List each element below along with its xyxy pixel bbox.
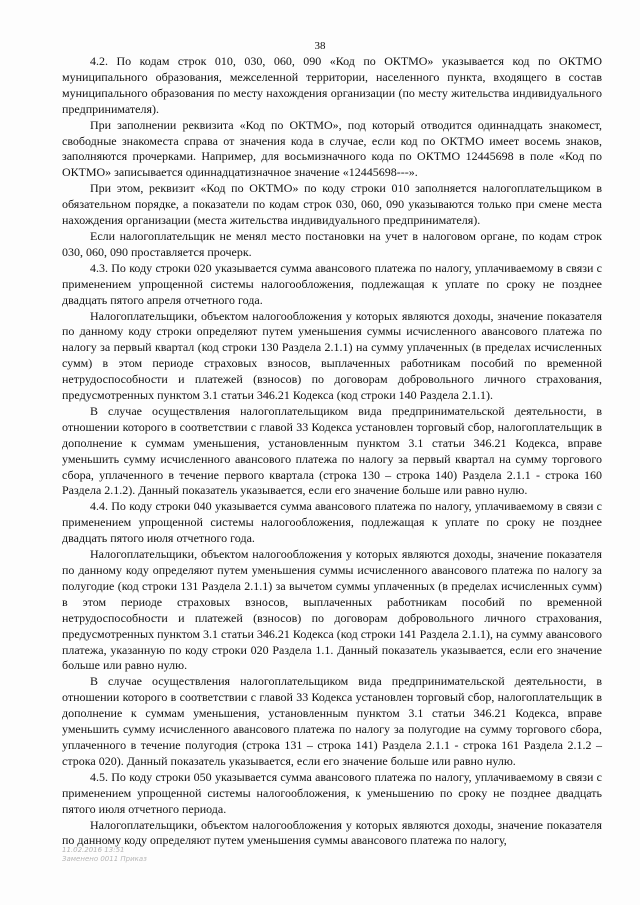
paragraph-4-3: 4.3. По коду строки 020 указывается сумма авансового платежа по налогу, уплачиваемому в связи с применением упрощенной системы налогообложения, подлежащая к уплате по сроку не позднее двадцать пятого апреля отчетного года. (62, 260, 602, 307)
paragraph-4-4: 4.4. По коду строки 040 указывается сумма авансового платежа по налогу, уплачиваемому в связи с применением упрощенной системы налогообложения, подлежащая к уплате по сроку не позднее двадцать пятого июля отчетного года. (62, 499, 602, 546)
paragraph-020-trade-fee: В случае осуществления налогоплательщиком вида предпринимательской деятельности, в отношении которого в соответствии с главой 33 Кодекса установлен торговый сбор, налогоплательщик в дополнение к суммам уменьшения, установленным пунктом 3.1 статьи 346.21 Кодекса, вправе уменьшить сумму исчисленного авансового платежа по налогу за первый квартал на сумму торгового сбора, уплаченного в течение первого квартала (строка 130 – строка 140) Раздела 2.1.1 - строка 160 Раздела 2.1.2). Данный показатель указывается, если его значение больше или равно нулю. (62, 403, 602, 498)
paragraph-oktmo-dash: Если налогоплательщик не менял место постановки на учет в налоговом органе, по кодам строк 030, 060, 090 проставляется прочерк. (62, 228, 602, 259)
document-body (62, 54, 602, 849)
paragraph-040-trade-fee: В случае осуществления налогоплательщиком вида предпринимательской деятельности, в отношении которого в соответствии с главой 33 Кодекса установлен торговый сбор, налогоплательщик в дополнение к суммам уменьшения, установленным пунктом 3.1 статьи 346.21 Кодекса, вправе уменьшить сумму исчисленного авансового платежа по налогу за полугодие на сумму торгового сбора, уплаченного в течение полугодия (строка 131 – строка 141) Раздела 2.1.1 - строка 161 Раздела 2.1.2 – строка 020). Данный показатель указывается, если его значение больше или равно нулю. (62, 674, 602, 768)
paragraph-020-income: Налогоплательщики, объектом налогообложения у которых являются доходы, значение показателя по данному коду строки определяют путем уменьшения суммы исчисленного авансового платежа по налогу за первый квартал (код строки 130 Раздела 2.1.1) на сумму уплаченных (в пределах исчисленных сумм) в этом периоде страховых взносов, выплаченных работникам пособий по временной нетрудоспособности и платежей (взносов) по договорам добровольного личного страхования, предусмотренных пунктом 3.1 статьи 346.21 Кодекса (код строки 140 Раздела 2.1.1). (62, 308, 602, 403)
paragraph-4-2: 4.2. По кодам строк 010, 030, 060, 090 «Код по ОКТМО» указывается код по ОКТМО муниципального образования, межселенной территории, населенного пункта, входящего в состав муниципального образования по месту нахождения организации (по месту жительства индивидуального предпринимателя). (62, 54, 602, 116)
footer-stamp-line-2: Заменено 0011 Приказ (62, 855, 147, 863)
footer-stamp (62, 846, 147, 864)
footer-stamp-line-1: 11.02.2016 13:51 (62, 846, 125, 854)
page-number: 38 (314, 40, 326, 52)
paragraph-oktmo-fill: При заполнении реквизита «Код по ОКТМО», под который отводится одиннадцать знакомест, свободные знакоместа справа от значения кода в случае, если код по ОКТМО имеет восемь знаков, заполняются прочерками. Например, для восьмизначного кода по ОКТМО 12445698 в поле «Код по ОКТМО» записывается одиннадцатизначное значение «12445698---». (62, 117, 602, 180)
paragraph-050-income: Налогоплательщики, объектом налогообложения у которых являются доходы, значение показателя по данному коду определяют путем уменьшения суммы авансового платежа по налогу, (62, 817, 602, 848)
paragraph-4-5: 4.5. По коду строки 050 указывается сумма авансового платежа по налогу, уплачиваемому в связи с применением упрощенной системы налогообложения, к уменьшению по сроку не позднее двадцать пятого июля отчетного периода. (62, 769, 602, 816)
paragraph-040-income: Налогоплательщики, объектом налогообложения у которых являются доходы, значение показателя по данному коду определяют путем уменьшения суммы исчисленного авансового платежа по налогу за полугодие (код строки 131 Раздела 2.1.1) за вычетом суммы уплаченных (в пределах исчисленных сумм) в этом периоде страховых взносов, выплаченных работникам пособий по временной нетрудоспособности и платежей (взносов) по договорам добровольного личного страхования, предусмотренных пунктом 3.1 статьи 346.21 Кодекса (код строки 141 Раздела 2.1.1), на сумму авансового платежа, указанную по коду строки 020 Раздела 1.1. Данный показатель указывается, если его значение больше или равно нулю. (62, 547, 603, 673)
paragraph-oktmo-010: При этом, реквизит «Код по ОКТМО» по коду строки 010 заполняется налогоплательщиком в обязательном порядке, а показатели по кодам строк 030, 060, 090 указываются только при смене места нахождения организации (места жительства индивидуального предпринимателя). (62, 181, 602, 228)
